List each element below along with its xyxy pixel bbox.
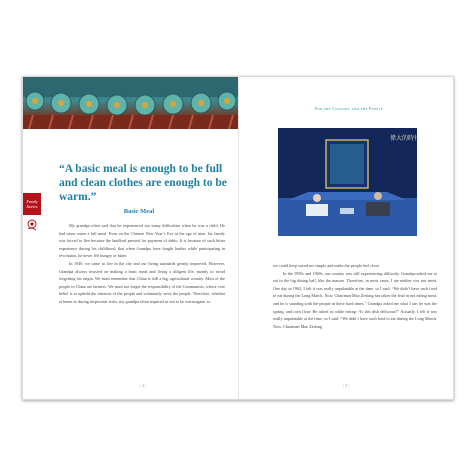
photo-sign: 偉大的時代 [390,135,421,142]
pull-quote: “A basic meal is enough to be full and clean clothes are enough to be warm.” [59,163,227,203]
left-page [23,77,238,399]
running-head: For the Country and the People [314,106,384,111]
paragraph: My grandpa often said that he experienced too many difficulties when he was a child. He had never eaten a full meal. Even on the Chinese New Year’s Eve at the age of nine, his family was forced to flee because the landlord pressed for payment of debts. It is because of such bitter experience during his childhood, that when Grandpa have fought battles while participating in revolution, he never felt hungry or bitter. [59,223,225,259]
page-number: | 4 | [140,383,146,388]
chapter-tab-label: Family Stories [26,199,38,209]
right-page [239,77,453,399]
left-body-text [59,222,225,306]
stage-photo [278,128,421,236]
paragraph: In 1949, we came to live in the city and our living standards greatly improved. However, Grandpa always insisted on making a basic meal and living a diligent life, mainly to avoid forgetting his origin. We must remember that China is still a big, agricultural country. Most of the people in China are farmers. We must not forget the responsibility of the Communists, whose core belief is to uphold the interests of the people and voluntarily serve the people. Therefore, whether at home or during inspection visits, my grandpa often required us not to be extravagant, so [59,260,225,304]
book-spread [22,76,454,400]
chapter-tab [23,193,41,215]
paragraph: In the 1950s and 1960s, our country was still experiencing difficulty. Grandpa asked me to eat in the big dining hall, like the masses. Therefore, in most cases, I ate neither rice nor meat. One day in 1962, I felt it was really unpalatable at the time, so I said: “We didn’t have such food to eat during the Long March. Now, Chairman Mao Zedong has taken the lead in not eating meat, and he is standing with the people in these hard times.” Grandpa asked me what I ate; he was the spring, and corn flour. He asked us while eating: “Is this dish delicious?” Actually, I felt it was really unpalatable at the time, so I said: “We didn’t have such food to eat during the Long March. Now, Chairman Mao Zedong [273,270,437,329]
right-body-text [273,262,437,330]
paragraph: we could keep ourselves simple and make the people feel close. [273,263,380,268]
roof-tiles-photo [23,77,238,129]
section-heading: Basic Meal [123,208,155,215]
flower-emblem-icon [24,218,40,237]
page-number: | 5 | [343,383,349,388]
